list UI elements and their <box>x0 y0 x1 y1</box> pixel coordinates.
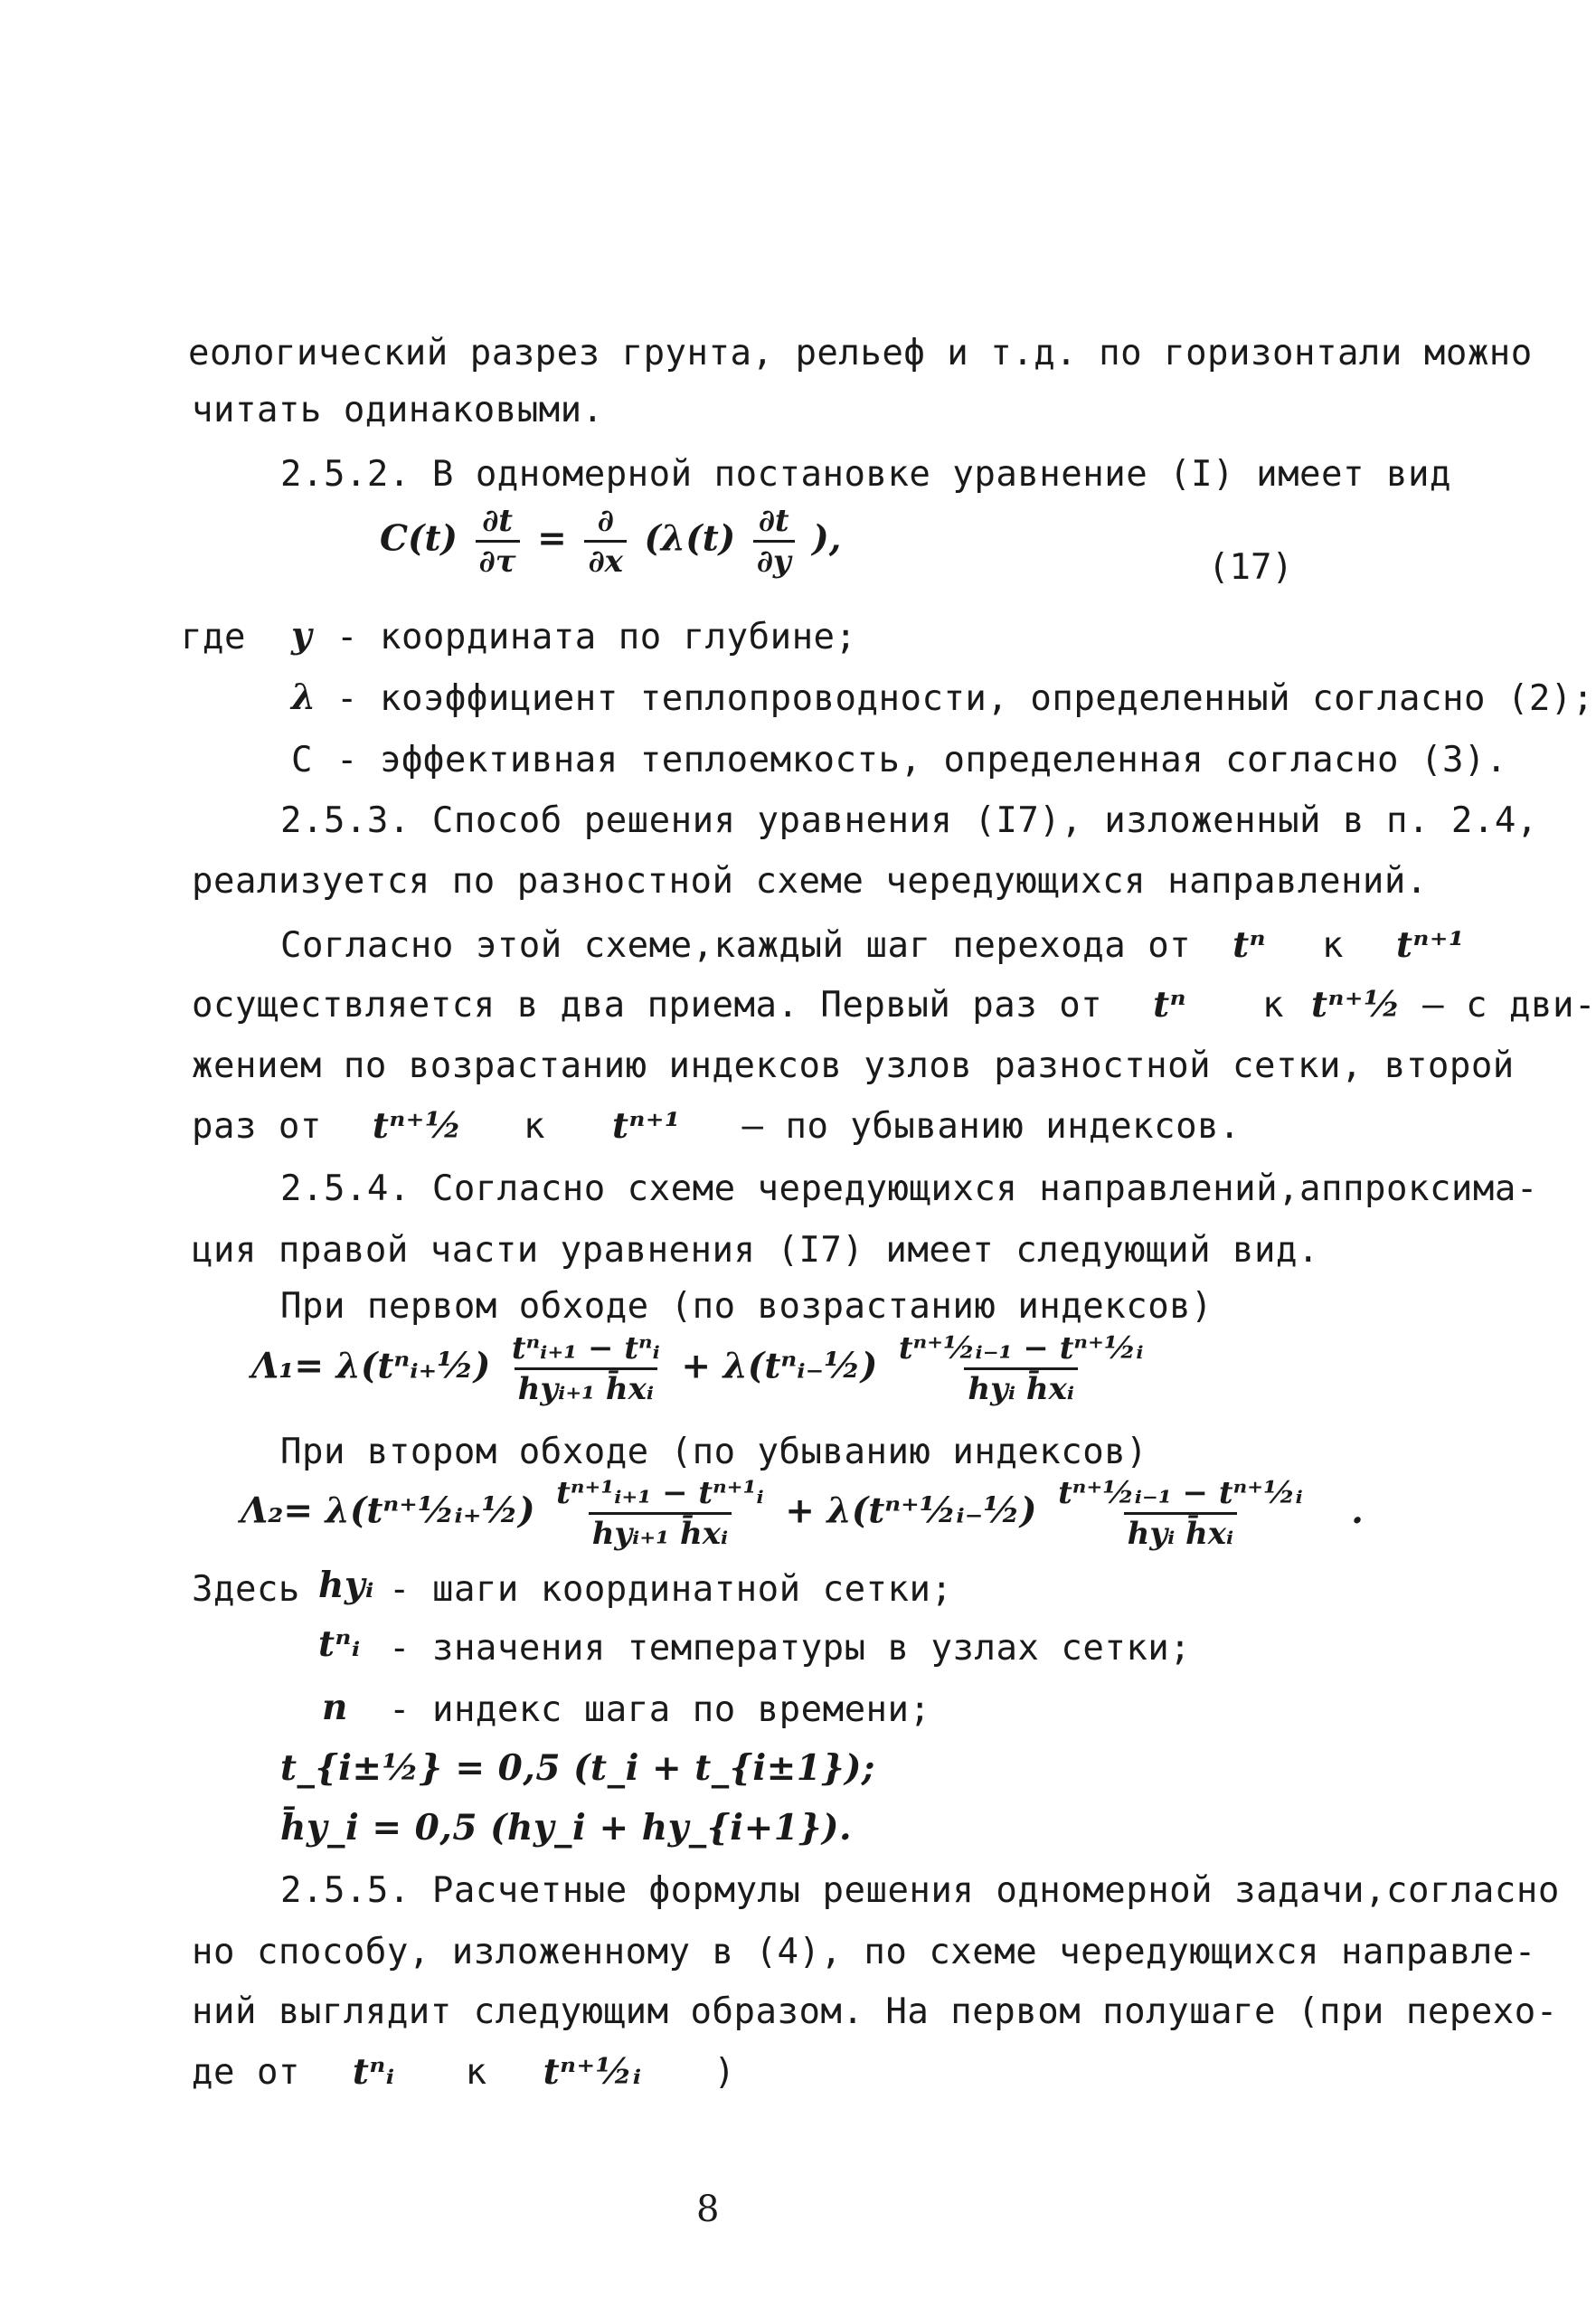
section-254-line-1: 2.5.4. Согласно схеме чередующихся направлений,аппроксима- <box>280 1168 1538 1209</box>
section-255-line-2: но способу, изложенному в (4), по схеме чередующихся направле- <box>192 1932 1536 1972</box>
n-symbol: n <box>322 1687 348 1728</box>
text-line-3: 2.5.2. В одномерной постановке уравнение (I) имеет вид <box>280 454 1451 495</box>
section-255-line-4: де от tⁿᵢ к tⁿ⁺½ᵢ ) <box>192 2051 736 2093</box>
lambda-description: - коэффициент теплопроводности, определенный согласно (2); <box>336 678 1594 719</box>
paragraph-line-1: Согласно этой схеме,каждый шаг перехода от tⁿ к tⁿ⁺¹ <box>280 924 1465 966</box>
section-253-line-1: 2.5.3. Способ решения уравнения (I7), изложенный в п. 2.4, <box>280 800 1538 841</box>
equation-lambda-1: Λ₁= λ(tⁿᵢ₊½) $\frac{\text{tⁿᵢ₊₁ − tⁿᵢ}}{\text{hyᵢ₊₁ h̄xᵢ}}$ + λ(tⁿᵢ₋½) $\frac{\text{tⁿ⁺½ᵢ₋₁ − tⁿ⁺½ᵢ}}{\text{hyᵢ h̄xᵢ}}$ <box>251 1330 1144 1407</box>
hy-description: - шаги координатной сетки; <box>389 1569 953 1610</box>
equation-lambda-2: Λ₂= λ(tⁿ⁺½ᵢ₊½) $\frac{\text{tⁿ⁺¹ᵢ₊₁ − tⁿ⁺¹ᵢ}}{\text{hyᵢ₊₁ h̄xᵢ}}$ + λ(tⁿ⁺½ᵢ₋½) $\frac{\text{tⁿ⁺½ᵢ₋₁ − tⁿ⁺½ᵢ}}{\text{hyᵢ h̄xᵢ}}$ . <box>241 1475 1364 1552</box>
eq17-lhs: C(t) <box>380 517 458 560</box>
eq17-frac-3: $\frac{\partial t}{\partial y}$ <box>753 502 795 581</box>
page-number: 8 <box>696 2189 720 2230</box>
paragraph-line-3: жением по возрастанию индексов узлов разностной сетки, второй <box>192 1045 1515 1086</box>
eq17-frac-2: $\frac{\partial}{\partial x}$ <box>584 502 626 581</box>
here-label: Здесь <box>192 1569 300 1610</box>
section-255-line-3: ний выглядит следующим образом. На первом полушаге (при перехо- <box>192 1991 1558 2032</box>
first-pass-label: При первом обходе (по возрастанию индексов) <box>280 1286 1214 1327</box>
where-label: где <box>181 617 246 657</box>
paragraph-line-4: раз от tⁿ⁺½ к tⁿ⁺¹ – по убыванию индексов. <box>192 1105 1242 1147</box>
hy-symbol: hyᵢ <box>318 1565 374 1606</box>
equation-number: (17) <box>1208 547 1293 588</box>
tn-description: - значения температуры в узлах сетки; <box>389 1628 1192 1669</box>
section-254-line-2: ция правой части уравнения (I7) имеет следующий вид. <box>192 1230 1319 1271</box>
tn-symbol: tⁿᵢ <box>318 1623 361 1665</box>
text-line-1: еологический разрез грунта, рельеф и т.д. по горизонтали можно <box>188 333 1533 374</box>
section-253-line-2: реализуется по разностной схеме чередующихся направлений. <box>192 861 1428 902</box>
paragraph-line-2: осуществляется в два приема. Первый раз от tⁿ к tⁿ⁺½ – с дви- <box>192 984 1596 1026</box>
c-symbol: С <box>291 740 313 780</box>
n-description: - индекс шага по времени; <box>389 1689 931 1730</box>
y-description: - координата по глубине; <box>336 617 857 657</box>
eq17-frac-1: $\frac{\partial t}{\partial\tau}$ <box>476 502 520 581</box>
second-pass-label: При втором обходе (по убыванию индексов) <box>280 1432 1148 1472</box>
c-description: - эффективная теплоемкость, определенная согласно (3). <box>336 740 1507 780</box>
text-line-2: читать одинаковыми. <box>192 390 604 430</box>
definition-t-half: t_{i±½} = 0,5 (t_i + t_{i±1}); <box>280 1747 875 1789</box>
definition-hy-bar: h̄y_i = 0,5 (hy_i + hy_{i+1}). <box>280 1807 853 1849</box>
section-255-line-1: 2.5.5. Расчетные формулы решения одномерной задачи,согласно <box>280 1870 1560 1911</box>
lambda-symbol: λ <box>291 676 316 718</box>
equation-17: C(t) $\frac{\partial t}{\partial\tau}$ = $\frac{\partial}{\partial x}$ (λ(t) $\frac{\partial t}{\partial y}$ ), <box>380 503 842 580</box>
y-symbol: y <box>291 615 313 657</box>
